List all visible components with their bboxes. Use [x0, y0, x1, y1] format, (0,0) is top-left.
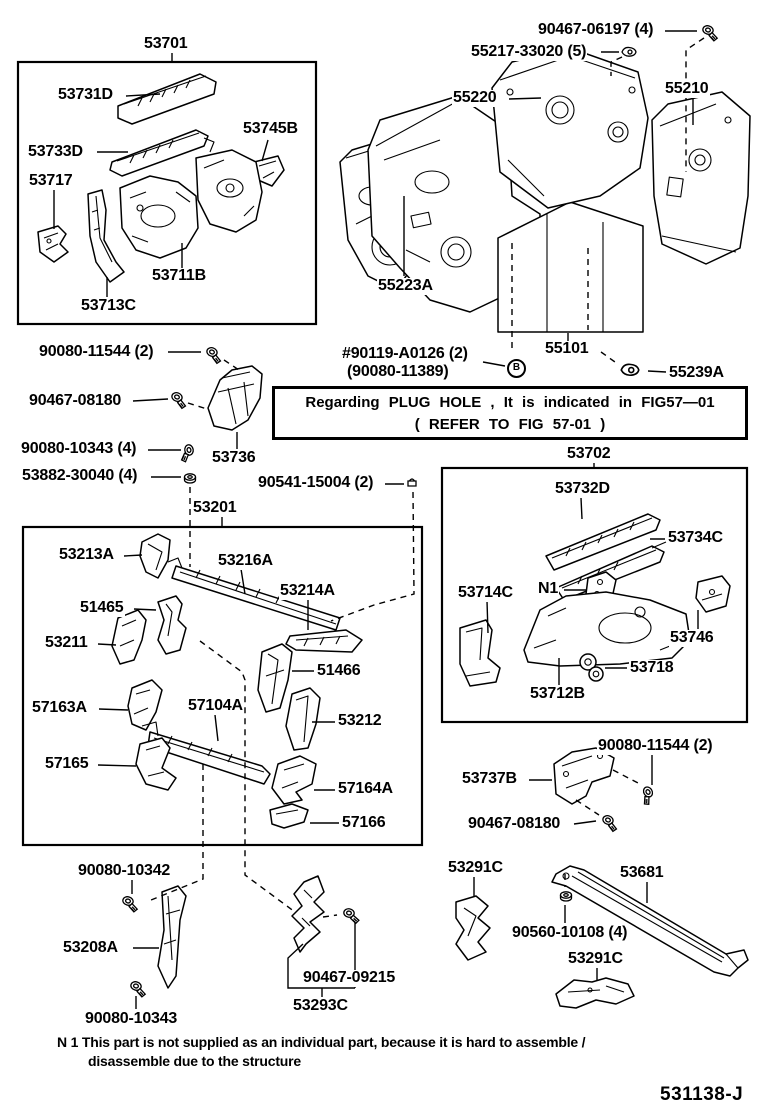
callout-53732D: 53732D [555, 480, 610, 497]
callout-55223A: 55223A [378, 277, 433, 294]
callout-53201: 53201 [193, 499, 237, 516]
part-sketch-53214A [286, 630, 362, 652]
callout-90080-11389: (90080-11389) [347, 363, 449, 380]
callout-55220: 55220 [453, 89, 497, 106]
callout-55101: 55101 [545, 340, 589, 357]
footnote-line1: N 1 This part is not supplied as an individual part, because it is hard to assemble / [57, 1034, 586, 1050]
plug-note-line1: Regarding PLUG HOLE , It is indicated in FIG57—01 [305, 394, 715, 411]
screw-icon-90080-11544-top [204, 346, 224, 364]
part-sketch-57166 [270, 804, 308, 828]
part-sketch-53293C [292, 876, 324, 952]
callout-53712B: 53712B [530, 685, 585, 702]
part-sketch-53291C-left [456, 896, 490, 960]
part-sketch-53717 [38, 226, 68, 262]
callout-53212: 53212 [338, 712, 382, 729]
callout-90467-08180-bottom: 90467-08180 [468, 815, 561, 832]
screw-icon-90467-09215 [342, 908, 360, 924]
part-sketch-55210 [652, 92, 750, 264]
callout-53717: 53717 [29, 172, 73, 189]
callout-53702: 53702 [567, 445, 611, 462]
callout-90080-11544-bottom: 90080-11544 (2) [598, 737, 713, 754]
part-sketch-53211 [112, 610, 146, 664]
callout-53681: 53681 [620, 864, 664, 881]
callout-53733D: 53733D [28, 143, 83, 160]
screw-icon-90080-10343-bottom [129, 981, 148, 998]
callout-53737B: 53737B [462, 770, 517, 787]
screw-icon-90080-11544-bottom [638, 785, 658, 806]
part-sketch-53213A [140, 534, 170, 578]
callout-57166: 57166 [342, 814, 386, 831]
callout-90467-09215: 90467-09215 [303, 969, 396, 986]
clip-icon-55239A [621, 364, 639, 375]
callout-53213A: 53213A [59, 546, 114, 563]
callout-51465: 51465 [80, 599, 124, 616]
part-sketch-53746 [696, 576, 730, 612]
part-sketch-53212 [286, 688, 320, 750]
callout-53745B: 53745B [243, 120, 298, 137]
part-sketch-53714C [460, 620, 500, 686]
callout-55217-33020: 55217-33020 (5) [471, 43, 587, 60]
part-sketch-55220 [492, 48, 648, 208]
part-sketch-53713C [88, 190, 124, 282]
callout-53208A: 53208A [63, 939, 118, 956]
callout-53711B: 53711B [152, 267, 206, 284]
callout-53736: 53736 [212, 449, 256, 466]
part-sketch-53731D [118, 74, 216, 124]
part-sketch-53712B [524, 592, 690, 666]
clip-icon-55217-33020 [622, 47, 636, 56]
callout-53714C: 53714C [458, 584, 513, 601]
callout-55210: 55210 [665, 80, 709, 97]
callout-90467-06197: 90467-06197 (4) [538, 21, 654, 38]
callout-90080-10343-bottom: 90080-10343 [85, 1010, 178, 1027]
callout-53713C: 53713C [81, 297, 136, 314]
callout-53882-30040: 53882-30040 (4) [22, 467, 138, 484]
screw-icon-90080-10343-top [179, 444, 195, 462]
callout-53211: 53211 [45, 634, 88, 651]
figure-code: 531138-J [660, 1084, 744, 1105]
callout-53214A: 53214A [280, 582, 335, 599]
callout-57163A: 57163A [32, 699, 87, 716]
part-sketch-57163A [128, 680, 162, 730]
clip-icon-90541-15004 [408, 479, 416, 486]
part-sketch-53737B [554, 748, 614, 804]
callout-N1: N1 [538, 580, 559, 597]
callout-57165: 57165 [45, 755, 89, 772]
screw-icon-90467-08180-bottom [600, 814, 620, 832]
callout-53291C-left: 53291C [448, 859, 503, 876]
part-sketch-57164A [272, 756, 316, 804]
callout-53746: 53746 [670, 629, 714, 646]
callout-90560-10108: 90560-10108 (4) [512, 924, 628, 941]
callout-90467-08180-top: 90467-08180 [29, 392, 122, 409]
callout-90119-A0126: #90119-A0126 (2) [342, 345, 468, 362]
callout-90080-10343-top: 90080-10343 (4) [21, 440, 137, 457]
callout-90541-15004: 90541-15004 (2) [258, 474, 374, 491]
plug-hole-note-box [272, 386, 748, 440]
callout-53293C: 53293C [293, 997, 348, 1014]
callout-53291C-bottom: 53291C [568, 950, 623, 967]
callout-90080-11544-top: 90080-11544 (2) [39, 343, 154, 360]
part-sketch-53736 [208, 366, 262, 430]
callout-90080-10342: 90080-10342 [78, 862, 171, 879]
callout-51466: 51466 [317, 662, 361, 679]
footnote [57, 1033, 585, 1071]
part-sketch-53291C-bottom [556, 978, 634, 1008]
part-sketch-51465 [158, 596, 186, 654]
callout-53734C: 53734C [668, 529, 723, 546]
callout-57164A: 57164A [338, 780, 393, 797]
circled-b-marker: B [507, 359, 526, 378]
screw-icon-90080-10342 [121, 896, 140, 913]
callout-57104A: 57104A [188, 697, 243, 714]
plug-note-line2: ( REFER TO FIG 57-01 ) [414, 415, 606, 433]
grommet-icon-90560-10108 [561, 892, 572, 901]
part-sketch-51466 [258, 644, 292, 712]
part-sketch-wheelhouse-53701 [196, 150, 262, 232]
callout-53216A: 53216A [218, 552, 273, 569]
callout-53731D: 53731D [58, 86, 113, 103]
part-sketch-53711B [120, 176, 198, 258]
footnote-line2: disassemble due to the structure [88, 1052, 301, 1069]
callout-55239A: 55239A [669, 364, 724, 381]
grommet-icon-53882-30040 [185, 474, 196, 483]
callout-53701: 53701 [144, 35, 188, 52]
callout-53718: 53718 [630, 659, 674, 676]
part-sketch-53208A [158, 886, 186, 988]
screw-icon-90467-08180-top [169, 391, 189, 409]
